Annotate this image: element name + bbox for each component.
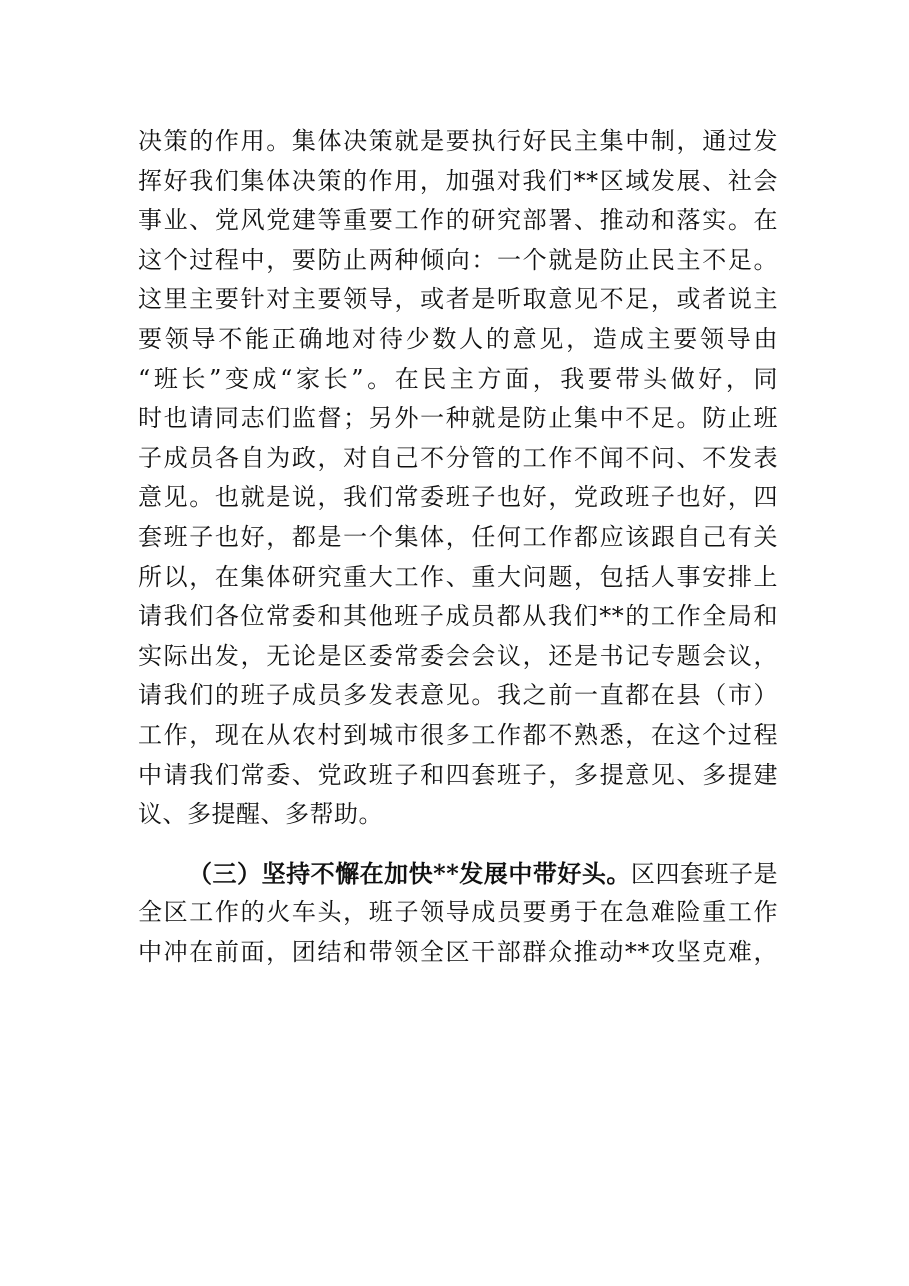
paragraph-line: 这个过程中，要防止两种倾向：一个就是防止民主不足。 [138,245,778,274]
paragraph-line: 所以，在集体研究重大工作、重大问题，包括人事安排上 [138,562,778,591]
paragraph-line: 中冲在前面，团结和带领全区干部群众推动**攻坚克难， [138,937,778,966]
paragraph-line: 这里主要针对主要领导，或者是听取意见不足，或者说主 [138,285,778,314]
paragraph-line: 请我们的班子成员多发表意见。我之前一直都在县（市） [138,681,778,710]
paragraph-line: 决策的作用。集体决策就是要执行好民主集中制，通过发 [138,127,778,155]
paragraph-line: 请我们各位常委和其他班子成员都从我们**的工作全局和 [138,602,778,631]
paragraph-line: 时也请同志们监督；另外一种就是防止集中不足。防止班 [138,404,778,433]
paragraph-text: 区四套班子是 [630,859,779,888]
paragraph-line: 子成员各自为政，对自己不分管的工作不闻不问、不发表 [138,443,778,472]
paragraph-line: 议、多提醒、多帮助。 [138,800,383,829]
paragraph-line: 中请我们常委、党政班子和四套班子，多提意见、多提建 [138,760,778,789]
paragraph-line: 要领导不能正确地对待少数人的意见，造成主要领导由 [138,324,778,353]
section-heading: （三）坚持不懈在加快**发展中带好头。 [188,858,631,888]
paragraph-gap [138,835,778,854]
paragraph-line: 套班子也好，都是一个集体，任何工作都应该跟自己有关 [138,522,778,551]
paragraph-line: 实际出发，无论是区委常委会会议，还是书记专题会议， [138,641,778,670]
document-body [138,122,778,972]
paragraph-line: “班长”变成“家长”。在民主方面，我要带头做好，同 [138,364,778,393]
paragraph-line: 工作，现在从农村到城市很多工作都不熟悉，在这个过程 [138,720,778,749]
paragraph-line: 全区工作的火车头，班子领导成员要勇于在急难险重工作 [138,898,778,927]
paragraph-first-line [138,854,778,894]
paragraph-line: 意见。也就是说，我们常委班子也好，党政班子也好，四 [138,483,778,512]
paragraph-line: 事业、党风党建等重要工作的研究部署、推动和落实。在 [138,206,778,235]
paragraph-line: 挥好我们集体决策的作用，加强对我们**区域发展、社会 [138,166,778,195]
